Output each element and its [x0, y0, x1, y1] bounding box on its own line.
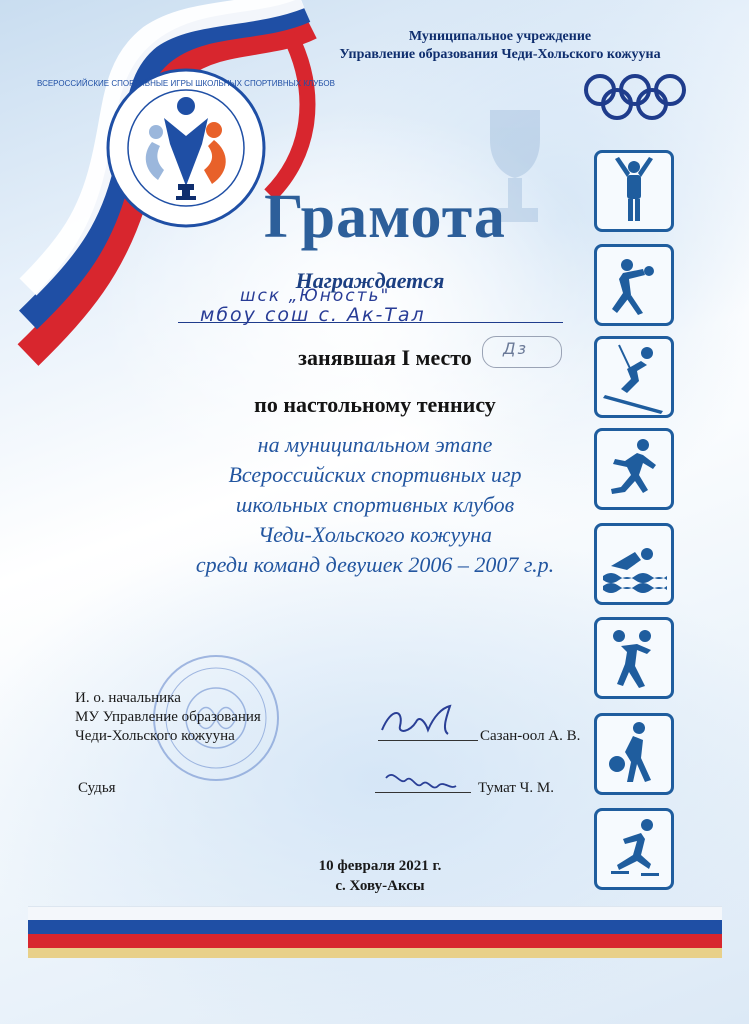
chief-title-line: МУ Управление образования	[75, 709, 261, 725]
event-description	[140, 430, 610, 580]
boxing-icon	[594, 244, 674, 326]
place-note: Дз	[503, 339, 529, 358]
running-icon	[594, 428, 674, 510]
certificate-title: Грамота	[264, 183, 506, 251]
event-line: школьных спортивных клубов	[235, 492, 515, 517]
flag-stripe-white	[28, 906, 722, 921]
handwritten-school: мбоу сош с. Ак-Тал	[200, 304, 426, 326]
organization-header	[300, 28, 700, 64]
awarded-label: Награждается	[295, 268, 445, 293]
athlete-raised-arms-icon	[594, 150, 674, 232]
event-line: Чеди-Хольского кожууна	[258, 522, 492, 547]
logo-text: ВСЕРОССИЙСКИЕ СПОРТИВНЫЕ ИГРЫ ШКОЛЬНЫХ СПОРТИВНЫХ КЛУБОВ	[37, 79, 335, 88]
event-line: Всероссийских спортивных игр	[228, 462, 522, 487]
chief-title-line: И. о. начальника	[75, 690, 181, 706]
basketball-icon	[594, 713, 674, 795]
place-note-mark	[482, 336, 562, 368]
handwritten-club: шск „Юность"	[240, 286, 391, 306]
issue-date-block	[240, 856, 520, 896]
issue-date: 10 февраля 2021 г.	[318, 858, 442, 874]
judge-title: Судья	[78, 780, 116, 796]
judge-name: Тумат Ч. М.	[478, 780, 555, 796]
chief-title-line: Чеди-Хольского кожууна	[75, 728, 235, 744]
chief-title	[75, 689, 261, 746]
place-text: занявшая I место	[298, 345, 472, 370]
olympic-rings	[582, 72, 688, 124]
flag-stripe-red	[28, 934, 722, 948]
chief-name: Сазан-оол А. В.	[480, 728, 581, 744]
skating-icon	[594, 808, 674, 890]
swimming-icon	[594, 523, 674, 605]
judge-signature-line	[375, 792, 471, 793]
flag-stripe-blue	[28, 920, 722, 934]
sport-text: по настольному теннису	[254, 392, 496, 417]
event-line: на муниципальном этапе	[257, 432, 493, 457]
org-line-2: Управление образования Чеди-Хольского кожууна	[339, 47, 661, 62]
issue-place: с. Хову-Аксы	[335, 878, 425, 894]
org-line-1: Муниципальное учреждение	[408, 29, 592, 44]
flag-stripe-gold	[28, 948, 722, 958]
event-line: среди команд девушек 2006 – 2007 г.р.	[195, 552, 555, 577]
skiing-icon	[594, 336, 674, 418]
table-tennis-icon	[594, 617, 674, 699]
chief-signature-line	[378, 740, 478, 741]
